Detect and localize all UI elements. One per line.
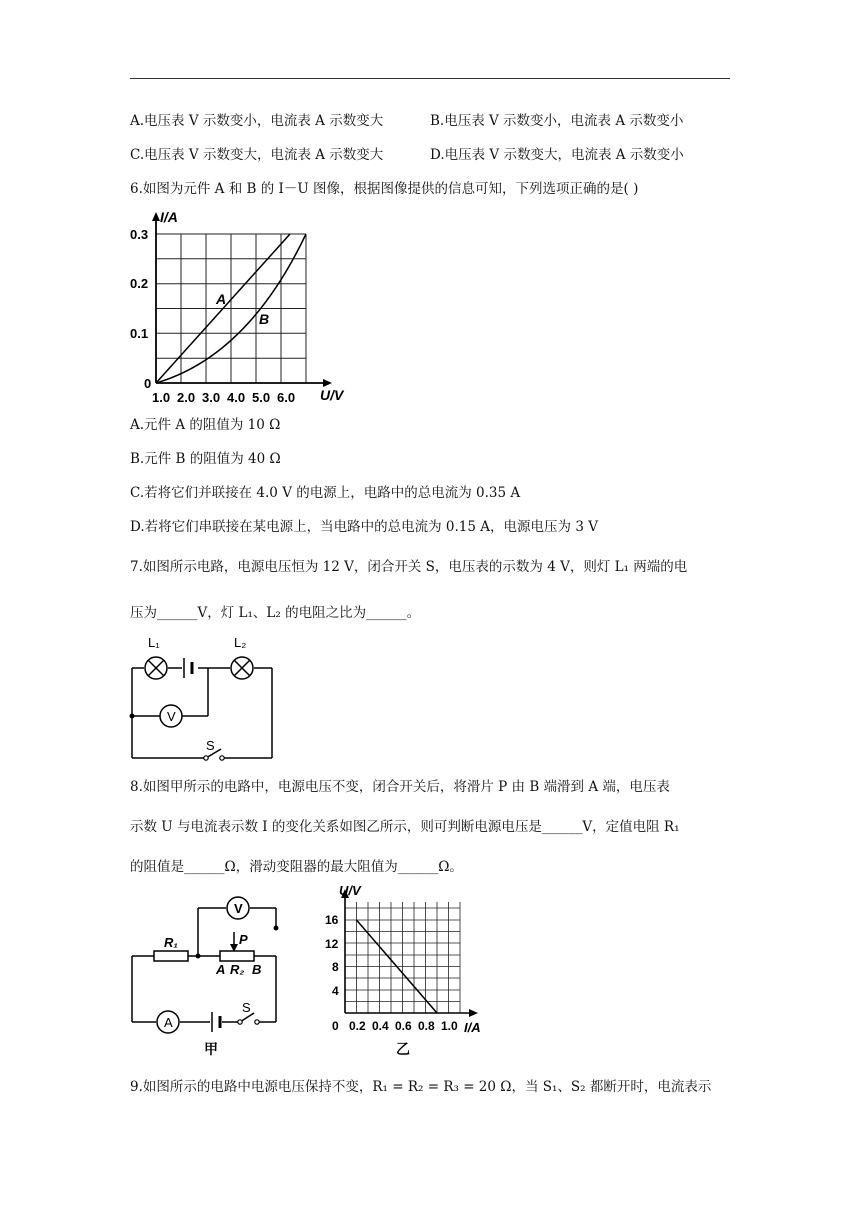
q8-graph-xtick: 0.8 <box>418 1019 435 1033</box>
q8-r2-label: R₂ <box>230 962 245 977</box>
q6-xtick: 4.0 <box>227 390 246 405</box>
q6-curve-b-label: B <box>259 311 270 327</box>
q8-graph-x-axis-label: I/A <box>464 1020 481 1035</box>
q8-graph-xtick: 0.6 <box>395 1019 412 1033</box>
q8-line-2: 示数 U 与电流表示数 I 的变化关系如图乙所示，则可判断电源电压是______V，定值电阻 R₁ <box>130 819 680 835</box>
q8-voltmeter-label: V <box>234 901 243 916</box>
q6-option-b: B.元件 B 的阻值为 40 Ω <box>130 451 281 467</box>
q8-b-end-label: B <box>252 962 262 977</box>
q8-graph-ytick: 16 <box>325 913 339 927</box>
q7-switch-label: S <box>206 738 215 753</box>
q8-graph-ytick: 8 <box>332 960 339 974</box>
q6-option-a: A.元件 A 的阻值为 10 Ω <box>130 417 281 433</box>
q8-line-3: 的阻值是______Ω，滑动变阻器的最大阻值为______Ω。 <box>130 859 463 875</box>
q8-circuit-jia <box>126 894 291 1060</box>
q7-l1-label: L₁ <box>148 635 160 650</box>
q6-xtick: 5.0 <box>252 390 271 405</box>
q6-y-axis-label: I/A <box>160 209 178 225</box>
q6-iu-graph <box>128 206 358 406</box>
q6-xtick: 1.0 <box>152 390 171 405</box>
q8-resistor-r1 <box>154 951 188 961</box>
q8-caption-jia: 甲 <box>204 1041 218 1057</box>
q8-graph-xtick: 0.2 <box>349 1019 366 1033</box>
header-rule <box>130 78 730 79</box>
q8-graph-origin: 0 <box>332 1019 339 1033</box>
q5-option-d: D.电压表 V 示数变大，电流表 A 示数变小 <box>430 147 684 163</box>
q8-graph-ytick: 4 <box>332 984 339 998</box>
q7-line-2: 压为______V，灯 L₁、L₂ 的电阻之比为______。 <box>130 605 421 621</box>
q6-option-c: C.若将它们并联接在 4.0 V 的电源上，电路中的总电流为 0.35 A <box>130 485 521 501</box>
q8-graph-xtick: 0.4 <box>372 1019 389 1033</box>
q7-line-1: 7.如图所示电路，电源电压恒为 12 V，闭合开关 S，电压表的示数为 4 V，则灯 L₁ 两端的电 <box>130 559 688 575</box>
q8-line-1: 8.如图甲所示的电路中，电源电压不变，闭合开关后，将滑片 P 由 B 端滑到 A 端，电压表 <box>130 779 670 795</box>
q7-l2-label: L₂ <box>234 635 247 650</box>
q6-ytick: 0.2 <box>130 276 149 291</box>
q8-graph-ytick: 12 <box>325 937 339 951</box>
q6-option-d: D.若将它们串联接在某电源上，当电路中的总电流为 0.15 A，电源电压为 3 V <box>130 519 598 535</box>
q8-graph-y-axis-label: U/V <box>339 883 361 898</box>
q5-option-a: A.电压表 V 示数变小，电流表 A 示数变大 <box>130 113 384 129</box>
q7-lamp-l2 <box>231 657 253 679</box>
q7-circuit <box>126 630 286 768</box>
q6-origin: 0 <box>144 376 152 391</box>
q6-xtick: 2.0 <box>177 390 196 405</box>
q6-ytick: 0.3 <box>130 227 149 242</box>
q6-x-axis-label: U/V <box>320 387 344 403</box>
q6-stem: 6.如图为元件 A 和 B 的 I－U 图像，根据图像提供的信息可知，下列选项正确的是( ) <box>130 181 639 197</box>
q5-option-b: B.电压表 V 示数变小，电流表 A 示数变小 <box>430 113 684 129</box>
q8-r1-label: R₁ <box>164 935 178 950</box>
q8-caption-yi: 乙 <box>396 1041 410 1057</box>
q6-ytick: 0.1 <box>130 326 149 341</box>
q8-graph-xtick: 1.0 <box>441 1019 458 1033</box>
q6-curve-a-label: A <box>216 291 227 307</box>
q8-rheostat-r2 <box>220 951 254 961</box>
q5-option-c: C.电压表 V 示数变大，电流表 A 示数变大 <box>130 147 384 163</box>
q8-a-end-label: A <box>216 962 226 977</box>
q9-line-1: 9.如图所示的电路中电源电压保持不变，R₁ = R₂ = R₃ = 20 Ω，当 S₁、S₂ 都断开时，电流表示 <box>130 1079 712 1095</box>
q8-p-label: P <box>239 932 248 947</box>
q6-xtick: 6.0 <box>277 390 296 405</box>
q7-voltmeter-label: V <box>167 709 176 724</box>
q6-xtick: 3.0 <box>202 390 221 405</box>
q8-switch-label: S <box>242 1000 251 1015</box>
q8-ammeter-label: A <box>164 1015 173 1030</box>
q8-ui-graph <box>312 884 508 1060</box>
q7-lamp-l1 <box>145 657 167 679</box>
